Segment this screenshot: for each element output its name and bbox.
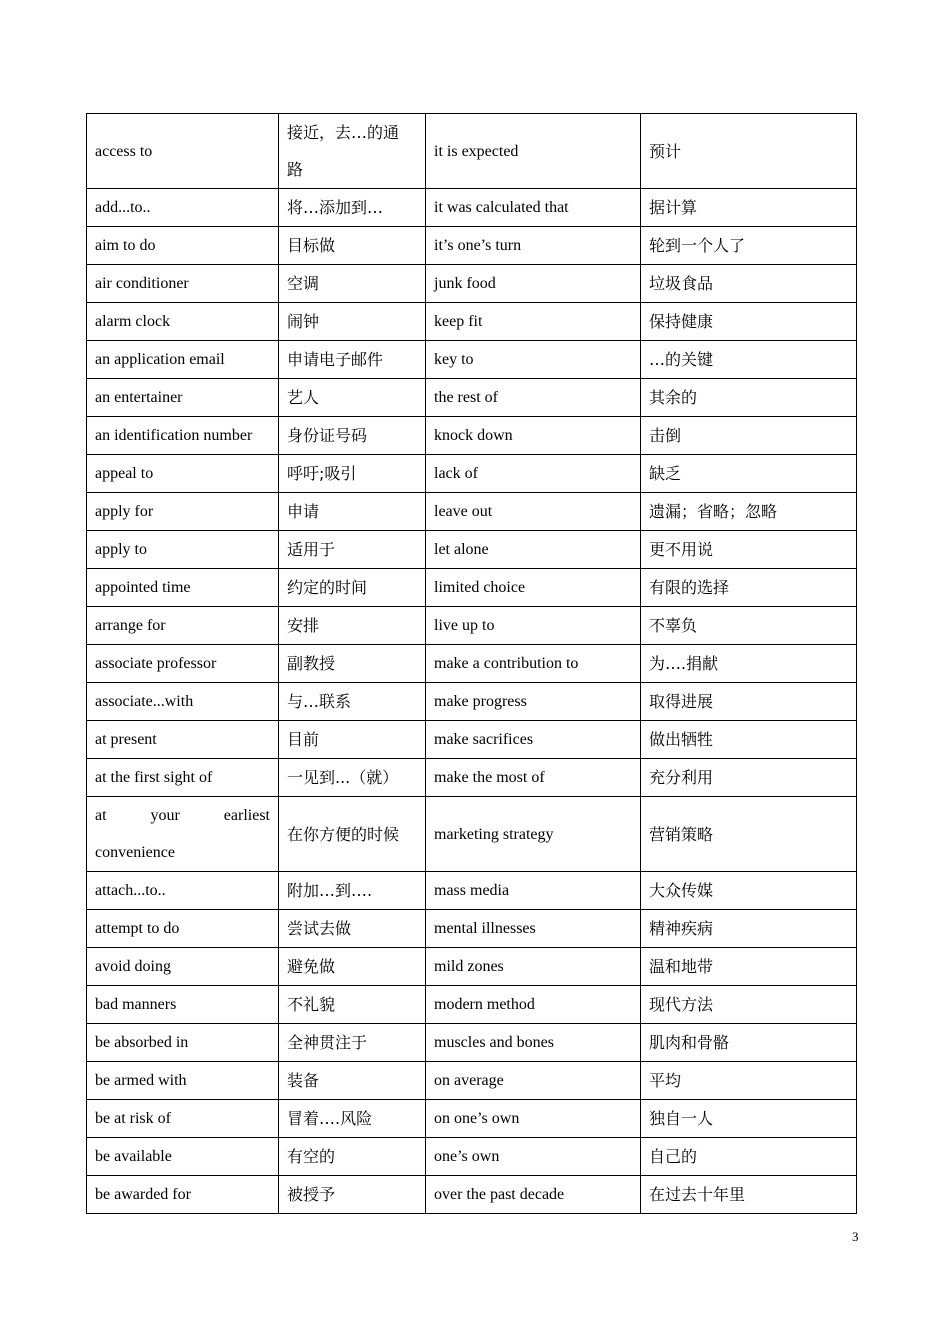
english-phrase: an identification number [87, 417, 279, 455]
english-phrase: mental illnesses [426, 910, 641, 948]
chinese-meaning: 在你方便的时候 [279, 797, 426, 872]
chinese-meaning: 适用于 [279, 531, 426, 569]
chinese-meaning: 充分利用 [641, 759, 857, 797]
chinese-meaning: 现代方法 [641, 986, 857, 1024]
chinese-meaning: 申请 [279, 493, 426, 531]
english-phrase: attempt to do [87, 910, 279, 948]
english-phrase: aim to do [87, 227, 279, 265]
chinese-meaning: 遗漏；省略；忽略 [641, 493, 857, 531]
english-phrase [87, 797, 279, 872]
english-phrase: on average [426, 1062, 641, 1100]
chinese-meaning: 闹钟 [279, 303, 426, 341]
english-phrase: on one’s own [426, 1100, 641, 1138]
table-row [87, 379, 857, 417]
table-row [87, 303, 857, 341]
chinese-meaning: 全神贯注于 [279, 1024, 426, 1062]
chinese-meaning: 轮到一个人了 [641, 227, 857, 265]
english-phrase: it is expected [426, 114, 641, 189]
english-phrase: mass media [426, 872, 641, 910]
english-phrase: make the most of [426, 759, 641, 797]
english-phrase: apply for [87, 493, 279, 531]
chinese-meaning: 尝试去做 [279, 910, 426, 948]
table-row [87, 872, 857, 910]
table-row [87, 759, 857, 797]
table-row [87, 1062, 857, 1100]
chinese-meaning: 击倒 [641, 417, 857, 455]
chinese-meaning: 申请电子邮件 [279, 341, 426, 379]
table-row [87, 721, 857, 759]
chinese-meaning-line: 路 [287, 160, 304, 179]
chinese-meaning: 不辜负 [641, 607, 857, 645]
table-row [87, 227, 857, 265]
chinese-meaning: 呼吁;吸引 [279, 455, 426, 493]
table-row [87, 797, 857, 872]
english-phrase: leave out [426, 493, 641, 531]
page-number: 3 [852, 1229, 859, 1244]
english-phrase-line: convenience [95, 844, 175, 861]
chinese-meaning: 肌肉和骨骼 [641, 1024, 857, 1062]
english-phrase: associate...with [87, 683, 279, 721]
english-phrase: at present [87, 721, 279, 759]
table-row [87, 265, 857, 303]
chinese-meaning: 装备 [279, 1062, 426, 1100]
english-phrase: junk food [426, 265, 641, 303]
chinese-meaning: 目标做 [279, 227, 426, 265]
table-row [87, 607, 857, 645]
english-phrase: appeal to [87, 455, 279, 493]
english-phrase: mild zones [426, 948, 641, 986]
table-row [87, 1176, 857, 1214]
chinese-meaning: 垃圾食品 [641, 265, 857, 303]
chinese-meaning: 取得进展 [641, 683, 857, 721]
chinese-meaning: 安排 [279, 607, 426, 645]
vocabulary-table-body [87, 114, 857, 1214]
table-row [87, 645, 857, 683]
table-row [87, 531, 857, 569]
english-phrase: the rest of [426, 379, 641, 417]
table-row [87, 455, 857, 493]
table-row [87, 1138, 857, 1176]
chinese-meaning: 精神疾病 [641, 910, 857, 948]
english-phrase: attach...to.. [87, 872, 279, 910]
table-row [87, 189, 857, 227]
chinese-meaning: 副教授 [279, 645, 426, 683]
table-row [87, 341, 857, 379]
table-row [87, 114, 857, 189]
chinese-meaning: 自己的 [641, 1138, 857, 1176]
table-row [87, 493, 857, 531]
table-row [87, 683, 857, 721]
chinese-meaning: 约定的时间 [279, 569, 426, 607]
table-row [87, 910, 857, 948]
chinese-meaning: …的关键 [641, 341, 857, 379]
english-phrase: be at risk of [87, 1100, 279, 1138]
chinese-meaning: 缺乏 [641, 455, 857, 493]
chinese-meaning: 空调 [279, 265, 426, 303]
english-phrase: live up to [426, 607, 641, 645]
english-phrase: an entertainer [87, 379, 279, 417]
english-phrase: arrange for [87, 607, 279, 645]
english-phrase: one’s own [426, 1138, 641, 1176]
english-phrase: be available [87, 1138, 279, 1176]
english-phrase: key to [426, 341, 641, 379]
chinese-meaning: 更不用说 [641, 531, 857, 569]
english-phrase: an application email [87, 341, 279, 379]
english-phrase: add...to.. [87, 189, 279, 227]
english-phrase: be armed with [87, 1062, 279, 1100]
english-phrase: avoid doing [87, 948, 279, 986]
english-phrase: make sacrifices [426, 721, 641, 759]
english-phrase: knock down [426, 417, 641, 455]
chinese-meaning: 保持健康 [641, 303, 857, 341]
table-row [87, 417, 857, 455]
chinese-meaning: 身份证号码 [279, 417, 426, 455]
chinese-meaning: 温和地带 [641, 948, 857, 986]
table-row [87, 986, 857, 1024]
chinese-meaning: 在过去十年里 [641, 1176, 857, 1214]
chinese-meaning: 冒着….风险 [279, 1100, 426, 1138]
chinese-meaning: 平均 [641, 1062, 857, 1100]
chinese-meaning: 营销策略 [641, 797, 857, 872]
chinese-meaning: 目前 [279, 721, 426, 759]
english-phrase: it’s one’s turn [426, 227, 641, 265]
english-phrase: it was calculated that [426, 189, 641, 227]
chinese-meaning: 附加…到…. [279, 872, 426, 910]
chinese-meaning [279, 114, 426, 189]
vocabulary-table [86, 113, 857, 1214]
english-phrase: be absorbed in [87, 1024, 279, 1062]
chinese-meaning: 与…联系 [279, 683, 426, 721]
english-phrase-line: at your earliest [95, 807, 270, 824]
chinese-meaning: 据计算 [641, 189, 857, 227]
english-phrase: lack of [426, 455, 641, 493]
english-phrase: over the past decade [426, 1176, 641, 1214]
english-phrase: bad manners [87, 986, 279, 1024]
chinese-meaning: 独自一人 [641, 1100, 857, 1138]
english-phrase: apply to [87, 531, 279, 569]
english-phrase: air conditioner [87, 265, 279, 303]
table-row [87, 1024, 857, 1062]
english-phrase: muscles and bones [426, 1024, 641, 1062]
chinese-meaning: 被授予 [279, 1176, 426, 1214]
chinese-meaning: 其余的 [641, 379, 857, 417]
table-row [87, 948, 857, 986]
english-phrase: make progress [426, 683, 641, 721]
english-phrase: make a contribution to [426, 645, 641, 683]
english-phrase: at the first sight of [87, 759, 279, 797]
english-phrase: be awarded for [87, 1176, 279, 1214]
english-phrase: modern method [426, 986, 641, 1024]
table-row [87, 569, 857, 607]
chinese-meaning: 大众传媒 [641, 872, 857, 910]
english-phrase: marketing strategy [426, 797, 641, 872]
english-phrase: appointed time [87, 569, 279, 607]
chinese-meaning: 艺人 [279, 379, 426, 417]
english-phrase: limited choice [426, 569, 641, 607]
chinese-meaning: 避免做 [279, 948, 426, 986]
english-phrase: let alone [426, 531, 641, 569]
english-phrase: access to [87, 114, 279, 189]
chinese-meaning-line: 接近，去…的通 [287, 123, 400, 142]
english-phrase: associate professor [87, 645, 279, 683]
chinese-meaning: 不礼貌 [279, 986, 426, 1024]
chinese-meaning: 做出牺牲 [641, 721, 857, 759]
chinese-meaning: 将…添加到… [279, 189, 426, 227]
table-row [87, 1100, 857, 1138]
chinese-meaning: 为….捐献 [641, 645, 857, 683]
english-phrase: keep fit [426, 303, 641, 341]
chinese-meaning: 预计 [641, 114, 857, 189]
chinese-meaning: 有限的选择 [641, 569, 857, 607]
chinese-meaning: 有空的 [279, 1138, 426, 1176]
english-phrase: alarm clock [87, 303, 279, 341]
chinese-meaning: 一见到...（就） [279, 759, 426, 797]
